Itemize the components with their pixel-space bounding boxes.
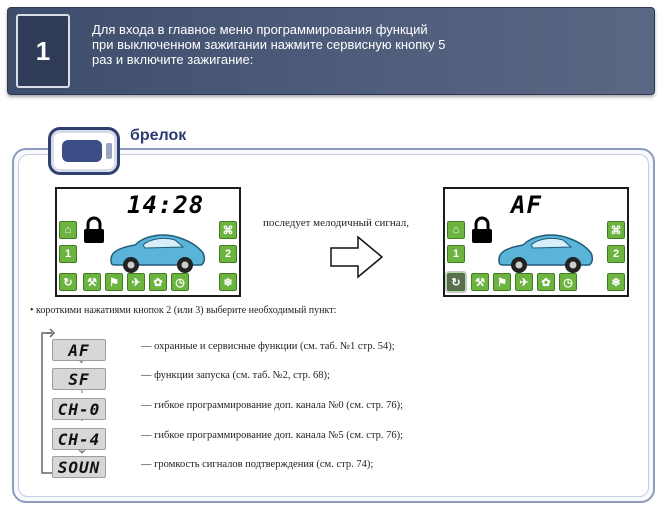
- menu-description: — гибкое программирование доп. канала №0 (см. стр. 76);: [141, 400, 404, 411]
- instruction-line: Для входа в главное меню программирования функций: [92, 22, 428, 37]
- instruction-line: раз и включите зажигание:: [92, 52, 254, 67]
- instruction-text: [92, 22, 612, 67]
- instruction-header: [7, 7, 655, 95]
- menu-code: SF: [52, 368, 106, 390]
- icon-left-mid: 1: [59, 245, 77, 263]
- bullet-instruction: • короткими нажатиями кнопок 2 (или 3) выберите необходимый пункт:: [30, 305, 337, 316]
- menu-description: — охранные и сервисные функции (см. таб. №1 стр. 54);: [141, 341, 395, 352]
- icon-bottom-4: ✿: [149, 273, 167, 291]
- icon-bottom-2: ⚑: [105, 273, 123, 291]
- lock-icon: [81, 215, 107, 245]
- menu-description: — гибкое программирование доп. канала №5 (см. стр. 76);: [141, 430, 404, 441]
- icon-bottom-1: ⚒: [471, 273, 489, 291]
- icon-bottom-1: ⚒: [83, 273, 101, 291]
- menu-code: CH-0: [52, 398, 106, 420]
- lcd-display-left: [55, 187, 241, 297]
- icon-left-bottom: ↻: [59, 273, 77, 291]
- menu-code: SOUN: [52, 456, 106, 478]
- icon-right-mid: 2: [607, 245, 625, 263]
- menu-code: AF: [52, 339, 106, 361]
- lcd-menu-readout: AF: [511, 191, 542, 219]
- lcd-display-right: [443, 187, 629, 297]
- lock-icon: [469, 215, 495, 245]
- icon-right-top: ⌘: [607, 221, 625, 239]
- key-fob-icon: [48, 127, 120, 175]
- fob-button: [106, 143, 112, 159]
- arrow-right-icon: [330, 235, 384, 279]
- icon-bottom-5: ◷: [559, 273, 577, 291]
- icon-right-bottom: ❄: [219, 273, 237, 291]
- icon-bottom-3: ✈: [127, 273, 145, 291]
- step-number: 1: [16, 14, 70, 88]
- icon-bottom-4: ✿: [537, 273, 555, 291]
- section-title: брелок: [130, 127, 187, 144]
- icon-right-top: ⌘: [219, 221, 237, 239]
- icon-left-bottom-selected: ↻: [447, 273, 465, 291]
- icon-bottom-2: ⚑: [493, 273, 511, 291]
- icon-right-mid: 2: [219, 245, 237, 263]
- menu-code: CH-4: [52, 428, 106, 450]
- icon-left-top: ⌂: [447, 221, 465, 239]
- menu-description: — громкость сигналов подтверждения (см. стр. 74);: [141, 459, 374, 470]
- fob-screen: [62, 140, 102, 162]
- lcd-clock-readout: 14:28: [127, 191, 205, 219]
- icon-bottom-5: ◷: [171, 273, 189, 291]
- icon-left-top: ⌂: [59, 221, 77, 239]
- icon-right-bottom: ❄: [607, 273, 625, 291]
- icon-left-mid: 1: [447, 245, 465, 263]
- car-icon: [493, 223, 597, 275]
- icon-bottom-3: ✈: [515, 273, 533, 291]
- menu-description: — функции запуска (см. таб. №2, стр. 68);: [141, 370, 330, 381]
- signal-caption: последует мелодичный сигнал,: [263, 217, 409, 229]
- instruction-line: при выключенном зажигании нажмите сервисную кнопку 5: [92, 37, 446, 52]
- car-icon: [105, 223, 209, 275]
